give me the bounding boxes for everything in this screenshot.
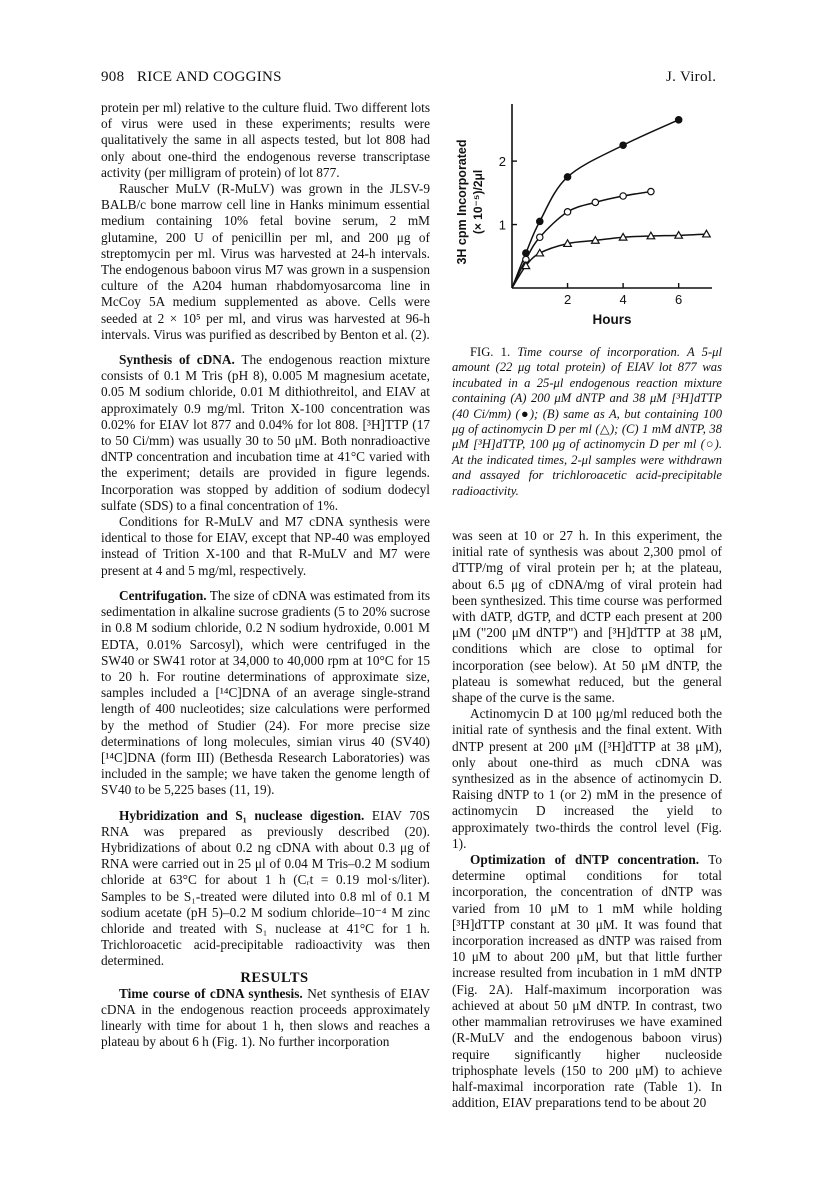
paragraph xyxy=(101,986,430,1051)
paragraph-text: The endogenous reaction mixture consists of 0.1 M Tris (pH 8), 0.005 M magnesium acetate, 0.05 M sodium chloride, 0.01 M dithiothreitol, and EIAV at approximately 0.9 mg/ml. Triton X-100 concentration was 0.02% for EIAV lot 877 and 0.04% for lot 808. [³H]TTP (17 to 50 Ci/mm) was usually 30 to 50 μM. Both nonradioactive dNTP concentration and incubation time at 41°C varied with the experiment; details are provided in figure legends. Incorporation was stopped by addition of sodium dodecyl sulfate (SDS) to a final concentration of 1%. xyxy=(101,352,431,513)
section-heading: Time course of cDNA synthesis. xyxy=(119,985,303,1001)
left-column xyxy=(101,100,430,1051)
data-point-open-circle xyxy=(564,209,570,215)
paragraph xyxy=(452,852,722,1111)
running-head-journal: J. Virol. xyxy=(666,69,717,85)
y-tick-label: 1 xyxy=(498,217,506,233)
y-tick-label: 2 xyxy=(498,154,506,170)
data-point-open-circle xyxy=(620,193,626,199)
x-tick-label: 4 xyxy=(619,292,627,307)
data-point-open-circle xyxy=(537,234,543,240)
paragraph xyxy=(101,352,430,514)
x-tick-label: 2 xyxy=(563,292,572,307)
results-heading: RESULTS xyxy=(240,969,309,986)
x-tick-label: 6 xyxy=(675,292,683,307)
y-axis-label-units: (× 10⁻⁵)/2μl xyxy=(471,169,485,235)
paragraph xyxy=(101,181,430,343)
data-point-filled-circle xyxy=(675,117,682,124)
caption-text: Time course of incorporation. A 5-μl amount (22 μg total protein) of EIAV lot 877 was incubated in a 25-μl endogenous reaction mixture containing (A) 200 μM dNTP and 38 μM [³H]dTTP (40 Ci/mm) (●); (B) same as A, but containing 100 μg of actinomycin D per ml (△); (C) 1 mM dNTP, 38 μM [³H]dTTP, 100 μg of actinomycin D per ml (○). At the indicated times, 2-μl samples were withdrawn and assayed for trichloroacetic acid-precipitable radioactivity. xyxy=(452,345,722,498)
paragraph: protein per ml) relative to the culture fluid. Two different lots of virus were used in these experiments; results were qualitatively the same in all aspects tested, but lot 808 had only about one-third the endogenous reverse transcriptase activity (per milligram of protein) of lot 877. xyxy=(101,100,430,180)
paragraph-text: Net synthesis of EIAV cDNA in the endogenous reaction proceeds approximately linearly with time for about 1 h, then slows and reaches a plateau by about 6 h (Fig. 1). No further incorporation xyxy=(101,985,430,1050)
paragraph-text: EIAV 70S RNA was prepared as previously described (20). Hybridizations of about 0.2 ng cDNA with about 0.3 μg of RNA were carried out in 25 μl of 0.04 M Tris–0.2 M sodium chloride at 63°C for about 1 h (Cᵣt = 0.19 mol·s/liter). Samples to be S₁-treated were diluted into 0.8 ml of 0.1 M sodium acetate (pH 5)–0.2 M sodium chloride–10⁻⁴ M zinc chloride and treated with S₁ nuclease at 41°C for 1 h. Trichloroacetic acid-precipitable radioactivity was then determined. xyxy=(101,807,430,969)
section-heading: Optimization of dNTP concentration. xyxy=(470,852,700,868)
paragraph xyxy=(452,706,722,852)
data-point-open-triangle xyxy=(536,249,544,256)
paragraph-text: Conditions for R-MuLV and M7 cDNA synthesis were identical to those for EIAV, except that NP-40 was employed instead of Trition X-100 and that R-MuLV and M7 were present at 4 and 5 mg/ml, respectively. xyxy=(101,514,430,578)
paragraph xyxy=(101,514,430,579)
section-heading: Centrifugation. xyxy=(119,587,207,603)
y-axis-label: 3H cpm Incorporated xyxy=(455,139,469,265)
right-column-body xyxy=(452,528,722,1111)
paragraph-text: The size of cDNA was estimated from its sedimentation in alkaline sucrose gradients (5 to 20% sucrose in 0.8 M sodium chloride, 0.2 N sodium hydroxide, 0.001 M EDTA, 0.01% Sarcosyl), which were centrifuged in the SW40 or SW41 rotor at 34,000 to 40,000 rpm at 10°C for 15 to 20 h. For routine determinations of approximate size, samples included a [¹⁴C]DNA of an average single-strand length of 400 nucleotides; size calculations were performed by the method of Studier (24). For more precise size determinations of long molecules, simian virus 40 (SV40) [¹⁴C]DNA (form III) (Bethesda Research Laboratories) was included in the sample; we have taken the genome length of SV40 to be 5,225 bases (11, 19). xyxy=(101,587,430,798)
data-point-open-circle xyxy=(648,188,654,194)
section-heading: Hybridization and S₁ nuclease digestion. xyxy=(119,807,365,823)
data-point-open-circle xyxy=(592,199,598,205)
paragraph-text: To determine optimal conditions for total incorporation, the concentration of dNTP was varied from 10 μM to 1 mM while holding [³H]dTTP constant at 30 μM. It was found that incorporation increased as dNTP was raised from 10 μM to about 200 μM, but that little further increase resulted from incubation in 1 mM dNTP (Fig. 2A). Half-maximum incorporation was achieved at about 50 μM dNTP. In contrast, two other mammalian retroviruses we have examined (R-MuLV and the endogenous baboon virus) require significantly higher nucleoside triphosphate levels (150 to 200 μM) to achieve half-maximal incorporation rate (Table 1). In addition, EIAV preparations tend to be about 20 xyxy=(452,852,723,1111)
paragraph xyxy=(101,808,430,970)
page-number: 908 xyxy=(101,69,125,85)
figure-1-chart xyxy=(440,92,730,338)
series-line-2 xyxy=(512,192,651,288)
figure-caption xyxy=(452,345,722,499)
data-point-filled-circle xyxy=(536,218,543,225)
paragraph xyxy=(101,588,430,799)
paragraph-text: Actinomycin D at 100 μg/ml reduced both the initial rate of synthesis and the final extent. With dNTP present at 200 μM ([³H]dTTP at 38 μM), only about one-third as much cDNA was synthesized as in the absence of actinomycin D. Raising dNTP to 1 (or 2) mM in the presence of actinomycin D increased the yield to approximately two-thirds the control level (Fig. 1). xyxy=(452,706,722,851)
paragraph: was seen at 10 or 27 h. In this experiment, the initial rate of synthesis was about 2,300 pmol of dTTP/mg of viral protein per h; at the plateau, about 6.5 μg of cDNA/mg of viral protein had been synthesized. This time course was performed with dATP, dGTP, and dCTP each present at 200 μM ("200 μM dNTP") and [³H]dTTP at 38 μM, conditions which are close to optimal for incorporation (see below). At 50 μM dNTP, the plateau is somewhat reduced, but the general shape of the curve is the same. xyxy=(452,528,722,706)
series-line-3 xyxy=(512,234,706,288)
paragraph-text: Rauscher MuLV (R-MuLV) was grown in the JLSV-9 BALB/c bone marrow cell line in Hanks minimum essential medium containing 10% fetal bovine serum, 2 mM glutamine, 200 U of penicillin per ml, and 200 μg of streptomycin per ml. Virus was harvested at 24-h intervals. The endogenous baboon virus M7 was grown in a suspension culture of the A204 human rhabdomyosarcoma line in McCoy 5A medium supplemented as above. Cells were seeded at 2 × 10⁵ per ml, and virus was harvested at 96-h intervals. Virus was purified as described by Benton et al. (2). xyxy=(101,181,430,342)
right-column xyxy=(452,345,722,499)
data-point-filled-circle xyxy=(564,174,571,181)
figure-label: FIG. 1. xyxy=(470,345,511,359)
data-point-filled-circle xyxy=(620,142,627,149)
x-axis-label: Hours xyxy=(592,312,632,327)
section-heading: Synthesis of cDNA. xyxy=(119,352,235,368)
running-head-authors: RICE AND COGGINS xyxy=(137,69,282,85)
